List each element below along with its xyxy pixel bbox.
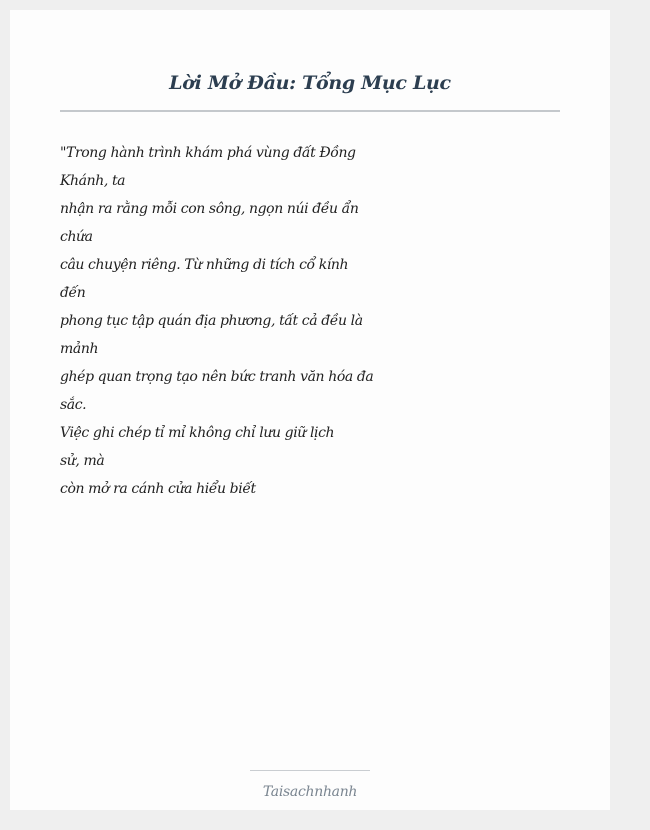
paragraph-line: còn mở ra cánh cửa hiểu biết bbox=[60, 481, 256, 497]
paragraph-line: Khánh, ta bbox=[60, 173, 126, 189]
footer-source: Taisachnhanh bbox=[262, 784, 358, 800]
paragraph-line: mảnh bbox=[60, 341, 99, 357]
footer-divider bbox=[250, 770, 370, 771]
body-paragraph bbox=[60, 139, 374, 503]
paragraph-line: sử, mà bbox=[60, 453, 105, 469]
title-divider bbox=[60, 110, 560, 112]
document-page bbox=[10, 10, 610, 810]
paragraph-line: phong tục tập quán địa phương, tất cả đều là bbox=[60, 313, 363, 329]
paragraph-line: đến bbox=[60, 285, 86, 301]
paragraph-line: sắc. bbox=[60, 397, 87, 413]
paragraph-line: ghép quan trọng tạo nên bức tranh văn hóa đa bbox=[60, 369, 374, 385]
paragraph-line: Việc ghi chép tỉ mỉ không chỉ lưu giữ lịch bbox=[60, 425, 335, 441]
paragraph-line: nhận ra rằng mỗi con sông, ngọn núi đều ẩn bbox=[60, 201, 359, 217]
paragraph-line: "Trong hành trình khám phá vùng đất Đồng bbox=[60, 145, 356, 161]
paragraph-line: câu chuyện riêng. Từ những di tích cổ kính bbox=[60, 257, 349, 273]
page-title: Lời Mở Đầu: Tổng Mục Lục bbox=[169, 72, 451, 94]
paragraph-line: chứa bbox=[60, 229, 93, 245]
